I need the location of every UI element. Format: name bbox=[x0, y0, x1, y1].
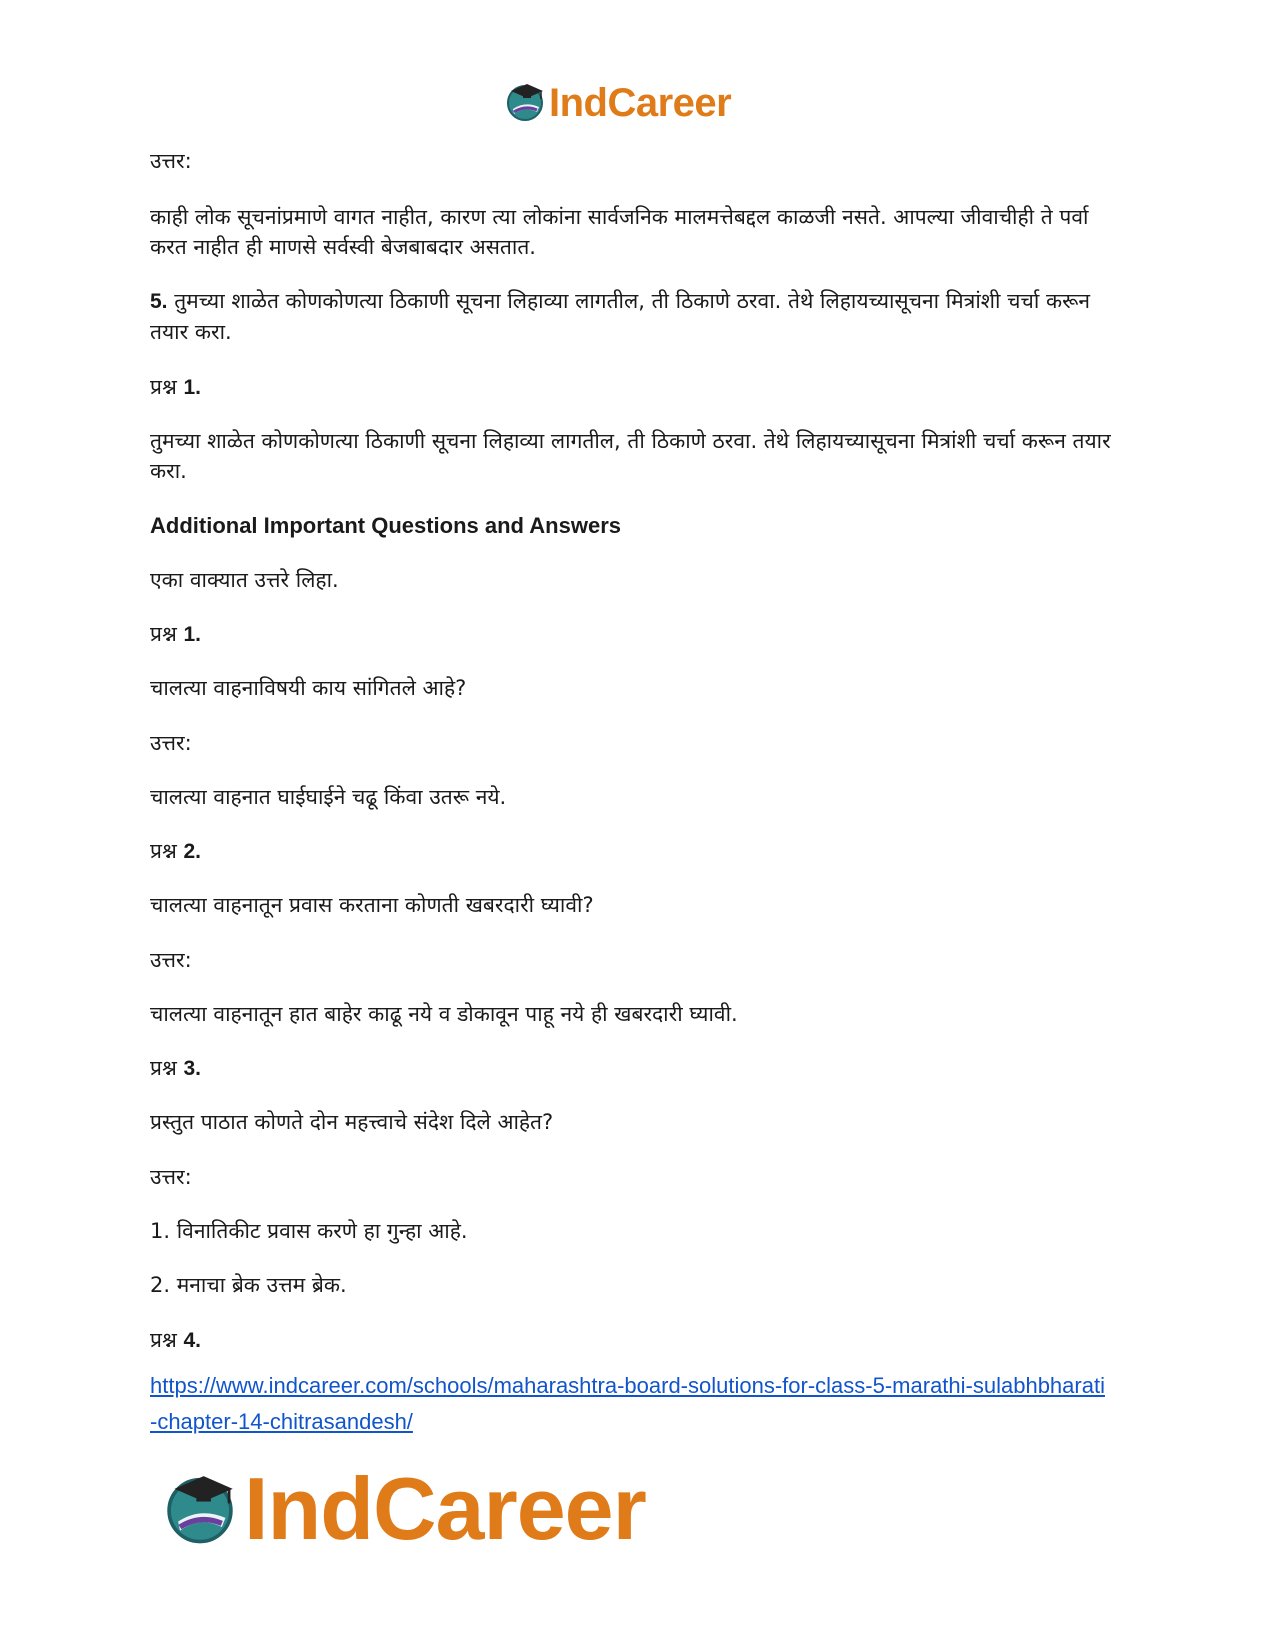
answer-label: उत्तर: bbox=[150, 149, 192, 173]
question-label-word: प्रश्न bbox=[150, 375, 184, 399]
instruction-text: एका वाक्यात उत्तरे लिहा. bbox=[150, 568, 339, 592]
question-label-number: 1. bbox=[183, 376, 201, 399]
question-5 bbox=[150, 286, 1125, 347]
answer-paragraph: काही लोक सूचनांप्रमाणे वागत नाहीत, कारण त्या लोकांना सार्वजनिक मालमत्तेबद्दल काळजी नसते. आपल्या जीवाचीही ते पर्वा करत नाहीत ही माणसे सर्वस्वी बेजबाबदार असतात. bbox=[150, 205, 1089, 259]
question-label bbox=[150, 1325, 1125, 1356]
footer-url-container bbox=[150, 1368, 1110, 1440]
question-number: 5. bbox=[150, 290, 168, 313]
graduation-cap-book-globe-icon bbox=[160, 1467, 240, 1551]
section-heading: Additional Important Questions and Answers bbox=[150, 513, 622, 538]
question-label-number: 3. bbox=[183, 1057, 201, 1080]
question-label-word: प्रश्न bbox=[150, 1056, 184, 1080]
graduation-cap-book-globe-icon bbox=[503, 79, 547, 127]
answer-label: उत्तर: bbox=[150, 948, 192, 972]
question-label bbox=[150, 372, 1125, 403]
answer-list-item: 1. विनातिकीट प्रवास करणे हा गुन्हा आहे. bbox=[150, 1219, 468, 1243]
question-label-number: 4. bbox=[183, 1329, 201, 1352]
answer-text: चालत्या वाहनातून हात बाहेर काढू नये व डोकावून पाहू नये ही खबरदारी घ्यावी. bbox=[150, 1002, 738, 1026]
question-label-word: प्रश्न bbox=[150, 839, 184, 863]
question-label bbox=[150, 836, 1125, 867]
question-label bbox=[150, 1053, 1125, 1084]
question-text: चालत्या वाहनातून प्रवास करताना कोणती खबरदारी घ्यावी? bbox=[150, 893, 594, 917]
brand-name: IndCareer bbox=[549, 80, 732, 125]
question-text: तुमच्या शाळेत कोणकोणत्या ठिकाणी सूचना लिहाव्या लागतील, ती ठिकाणे ठरवा. तेथे लिहायच्यासूचना मित्रांशी चर्चा करून तयार करा. bbox=[150, 289, 1091, 344]
question-label-number: 1. bbox=[183, 623, 201, 646]
indcareer-logo-footer bbox=[160, 1459, 646, 1558]
question-label bbox=[150, 619, 1125, 650]
question-label-number: 2. bbox=[183, 840, 201, 863]
question-label-word: प्रश्न bbox=[150, 622, 184, 646]
question-label-word: प्रश्न bbox=[150, 1328, 184, 1352]
answer-label: उत्तर: bbox=[150, 1165, 192, 1189]
answer-list-item: 2. मनाचा ब्रेक उत्तम ब्रेक. bbox=[150, 1273, 347, 1297]
source-url-link[interactable]: https://www.indcareer.com/schools/maharashtra-board-solutions-for-class-5-marathi-sulabhbharati-chapter-14-chitrasandesh/ bbox=[150, 1373, 1105, 1434]
answer-text: चालत्या वाहनात घाईघाईने चढू किंवा उतरू नये. bbox=[150, 785, 507, 809]
question-text: प्रस्तुत पाठात कोणते दोन महत्त्वाचे संदेश दिले आहेत? bbox=[150, 1110, 554, 1134]
question-paragraph: तुमच्या शाळेत कोणकोणत्या ठिकाणी सूचना लिहाव्या लागतील, ती ठिकाणे ठरवा. तेथे लिहायच्यासूचना मित्रांशी चर्चा करून तयार करा. bbox=[150, 429, 1111, 483]
question-text: चालत्या वाहनाविषयी काय सांगितले आहे? bbox=[150, 676, 467, 700]
brand-name: IndCareer bbox=[244, 1459, 646, 1558]
answer-label: उत्तर: bbox=[150, 731, 192, 755]
indcareer-logo-header bbox=[503, 78, 731, 128]
